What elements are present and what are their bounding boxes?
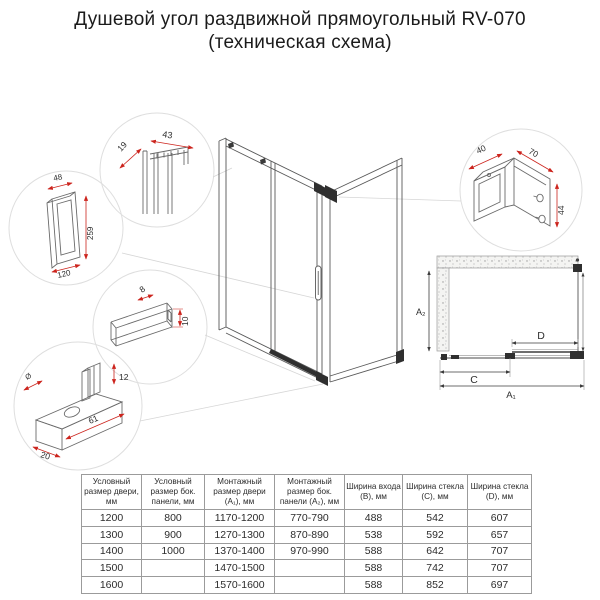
- table-cell: [275, 560, 345, 577]
- detail-top-profile: [115, 129, 193, 214]
- table-cell: 1600: [82, 577, 142, 594]
- detail-circle-handle-plate: [9, 171, 123, 285]
- table-cell: 707: [468, 560, 532, 577]
- col-header-door-mount-size: Монтажный размер двери (A₁), мм: [205, 475, 275, 510]
- table-cell: 800: [142, 510, 205, 527]
- dim-label-48: 48: [52, 172, 64, 183]
- dim-label-43: 43: [161, 129, 174, 141]
- table-cell: 697: [468, 577, 532, 594]
- table-cell: 852: [403, 577, 468, 594]
- table-cell: [142, 560, 205, 577]
- table-cell: 607: [468, 510, 532, 527]
- table-row: [82, 577, 532, 594]
- table-header-row: [82, 475, 532, 510]
- dim-label-44: 44: [556, 205, 566, 215]
- table-cell: 1570-1600: [205, 577, 275, 594]
- table-cell: 488: [345, 510, 403, 527]
- col-header-panel-mount-size: Монтажный размер бок. панели (A₂), мм: [275, 475, 345, 510]
- table-row: [82, 526, 532, 543]
- corner-connector-black: [325, 185, 337, 203]
- detail-corner-connector: [469, 143, 566, 227]
- table-cell: 900: [142, 526, 205, 543]
- dim-label-70: 70: [527, 146, 541, 160]
- dim-label-20: 20: [39, 449, 52, 462]
- detail-handle-plate: [47, 172, 95, 280]
- dim-label-dia: Ø: [23, 371, 34, 382]
- table-cell: 742: [403, 560, 468, 577]
- dim-label-8: 8: [137, 283, 148, 295]
- table-cell: 588: [345, 560, 403, 577]
- plan-label-a2: A₂: [416, 307, 426, 317]
- detail-guide-block: [24, 363, 129, 462]
- dim-label-259: 259: [86, 226, 95, 240]
- table-cell: 588: [345, 543, 403, 560]
- page-title-line1: Душевой угол раздвижной прямоугольный RV-070: [74, 9, 526, 30]
- hinge-block-icon: [228, 142, 234, 149]
- table-cell: 1170-1200: [205, 510, 275, 527]
- table-row: [82, 543, 532, 560]
- hinge-block-icon: [260, 158, 266, 165]
- table-cell: 542: [403, 510, 468, 527]
- dim-label-120: 120: [56, 268, 72, 280]
- table-cell: 1000: [142, 543, 205, 560]
- col-header-panel-size: Условный размер бок. панели, мм: [142, 475, 205, 510]
- col-header-glass-c-width: Ширина стекла (C), мм: [403, 475, 468, 510]
- table-row: [82, 510, 532, 527]
- dim-label-12: 12: [119, 372, 129, 382]
- table-cell: 1400: [82, 543, 142, 560]
- table-cell: 538: [345, 526, 403, 543]
- table-cell: 970-990: [275, 543, 345, 560]
- leader-lines: [122, 168, 461, 421]
- table-cell: 1270-1300: [205, 526, 275, 543]
- table-row: [82, 560, 532, 577]
- table-cell: 1200: [82, 510, 142, 527]
- plan-wall-left: [437, 268, 449, 351]
- detail-wall-profile: [111, 284, 190, 346]
- page-title-line2: (техническая схема): [208, 31, 392, 53]
- table-cell: [275, 577, 345, 594]
- table-cell: 1470-1500: [205, 560, 275, 577]
- table-cell: 707: [468, 543, 532, 560]
- plan-label-a1: A₁: [506, 390, 516, 401]
- dim-label-61: 61: [86, 412, 100, 426]
- table-cell: 657: [468, 526, 532, 543]
- table-cell: 770-790: [275, 510, 345, 527]
- plan-label-c: C: [470, 374, 478, 386]
- col-header-glass-d-width: Ширина стекла (D), мм: [468, 475, 532, 510]
- col-header-door-size: Условный размер двери, мм: [82, 475, 142, 510]
- col-header-entry-width: Ширина входа (B), мм: [345, 475, 403, 510]
- plan-view: [416, 256, 584, 401]
- table-cell: [142, 577, 205, 594]
- door-corner-cap: [314, 182, 326, 197]
- plan-wall-profile-right: [573, 264, 582, 272]
- dim-label-40: 40: [474, 142, 488, 156]
- table-cell: 1300: [82, 526, 142, 543]
- table-cell: 1500: [82, 560, 142, 577]
- plan-wall-top: [437, 256, 578, 268]
- table-cell: 870-890: [275, 526, 345, 543]
- dim-label-19: 19: [115, 139, 129, 154]
- detail-circle-top-profile: [100, 113, 214, 227]
- plan-label-d: D: [537, 330, 545, 342]
- dim-label-10: 10: [180, 316, 190, 326]
- table-cell: 642: [403, 543, 468, 560]
- table-cell: 592: [403, 526, 468, 543]
- detail-circle-guide-block: [14, 342, 142, 470]
- table-cell: 588: [345, 577, 403, 594]
- main-isometric-drawing: [219, 138, 404, 386]
- dimensions-table: [81, 474, 532, 594]
- table-cell: 1370-1400: [205, 543, 275, 560]
